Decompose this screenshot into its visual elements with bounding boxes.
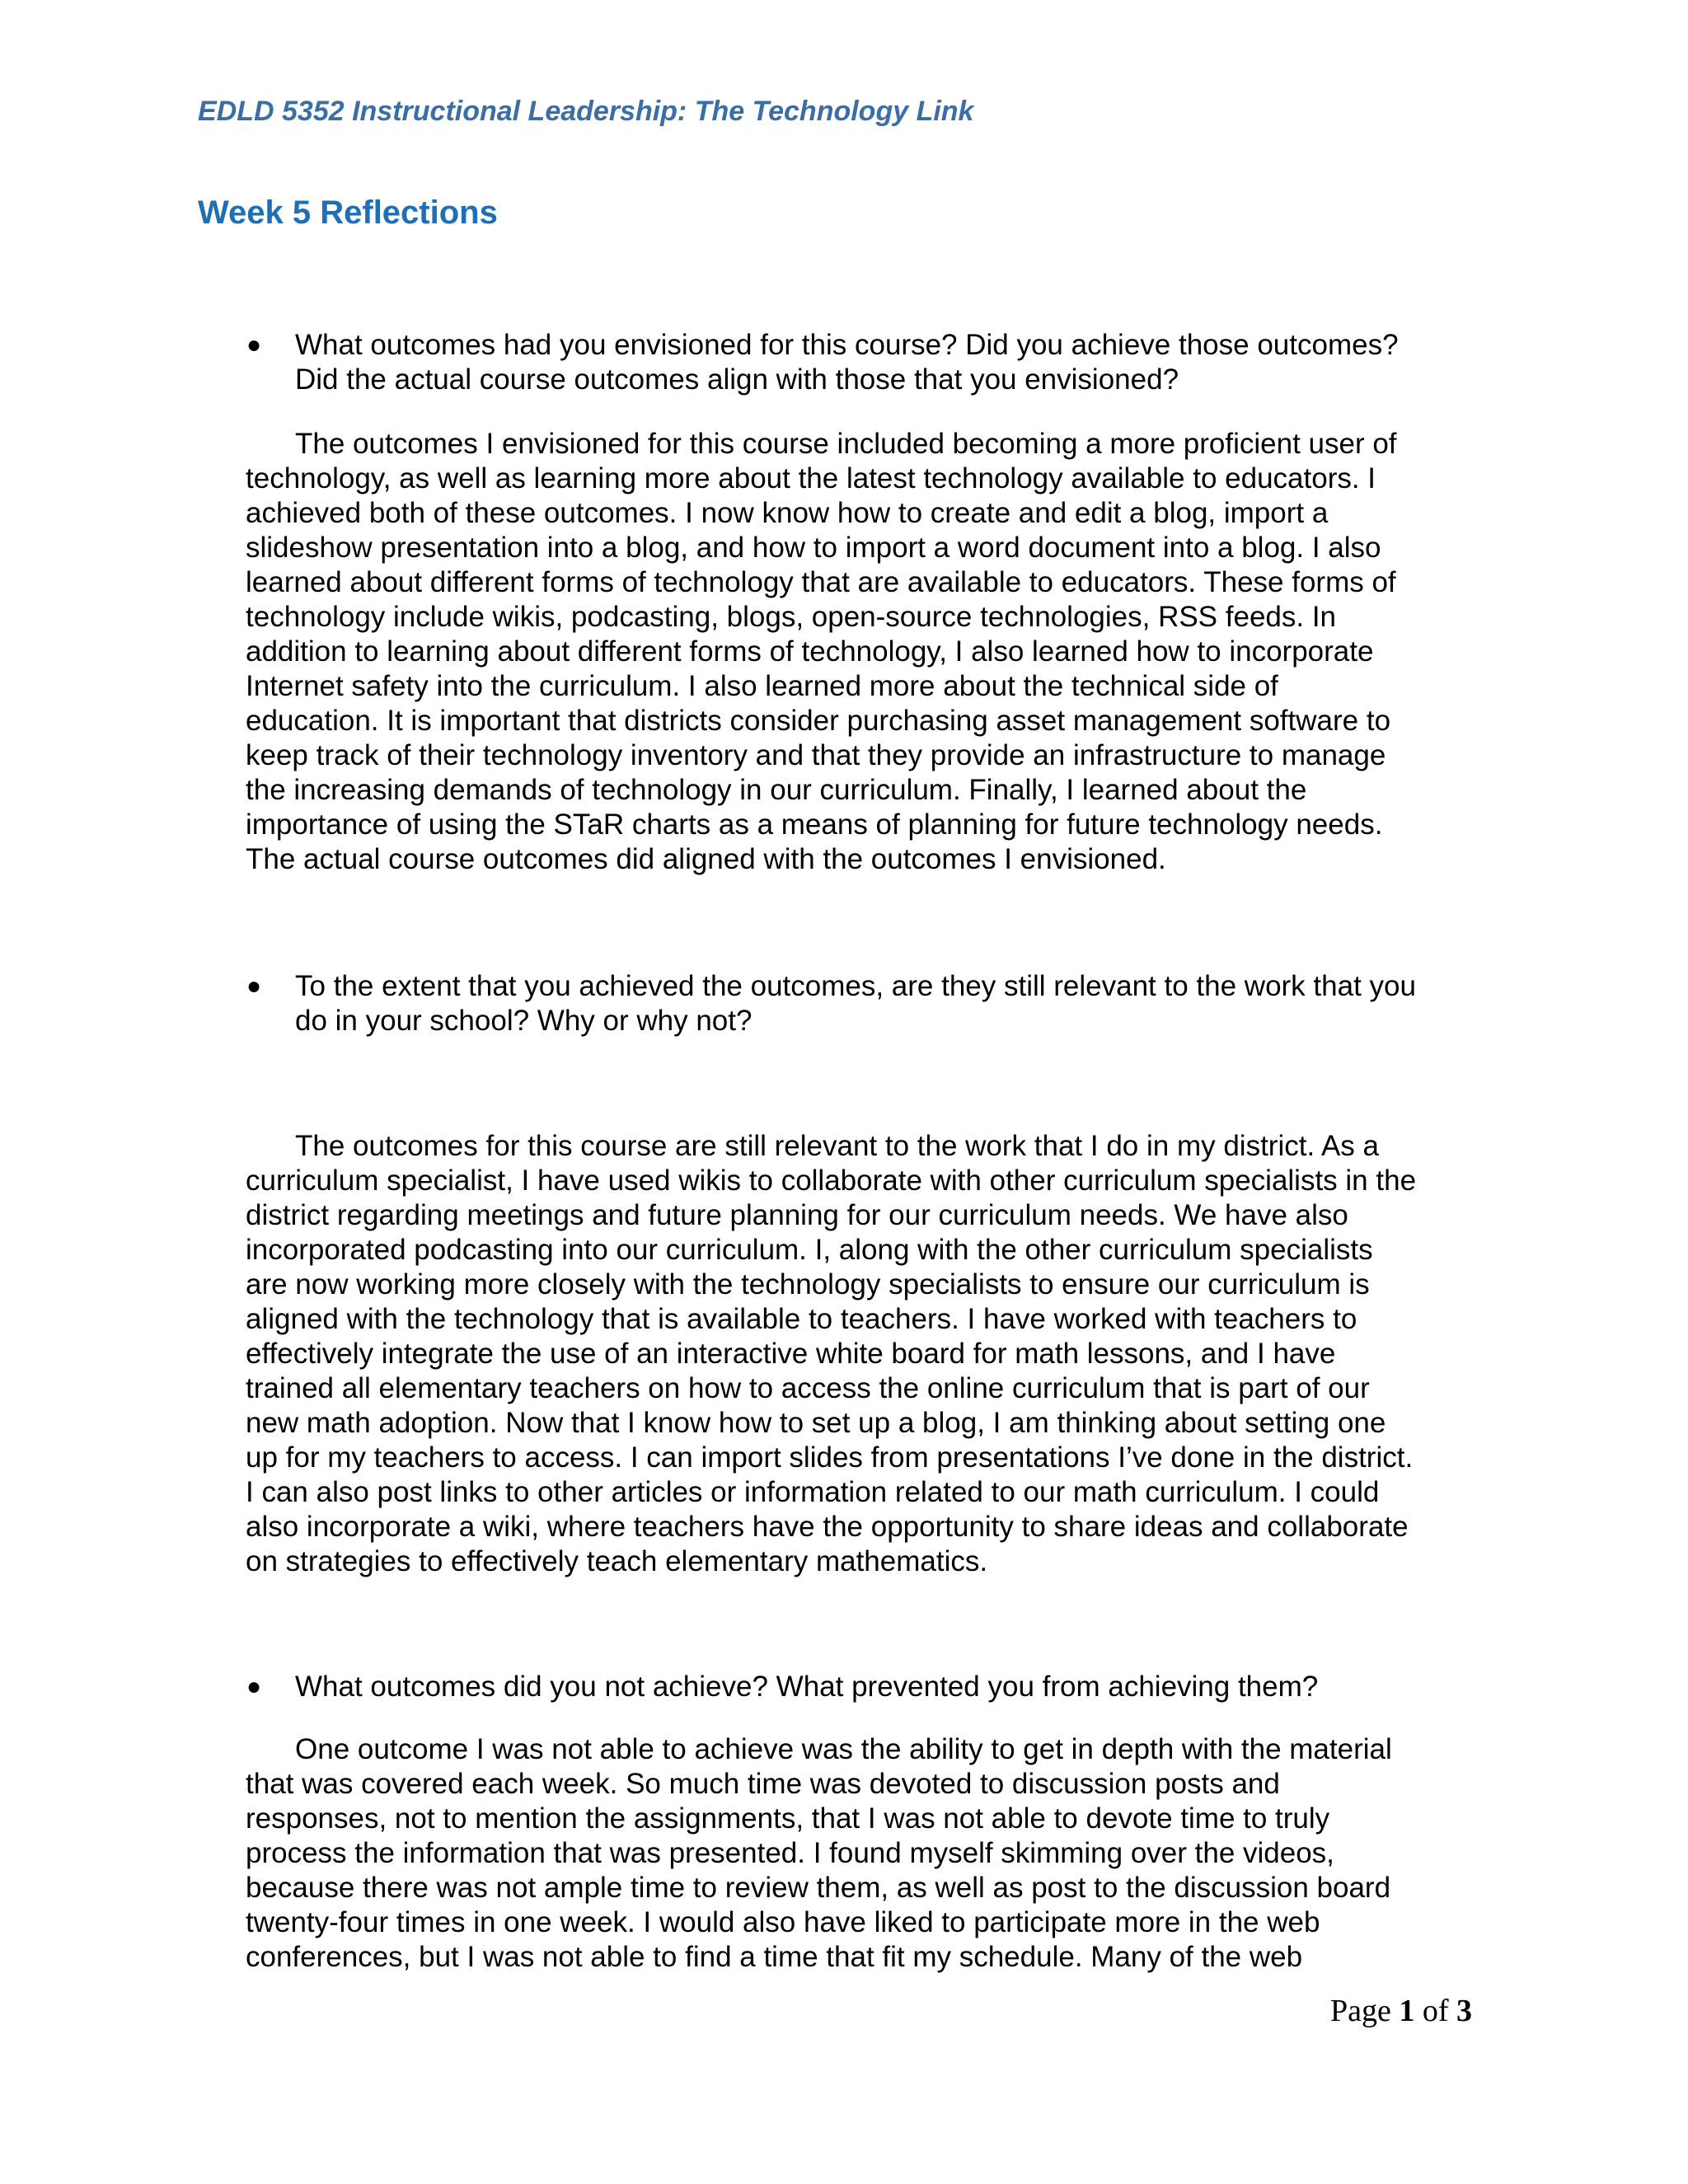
- of-word: of: [1414, 1994, 1457, 2028]
- answer-line: technology include wikis, podcasting, blogs, open-source technologies, RSS feeds. In: [246, 601, 1337, 633]
- bullet-icon: ●: [246, 331, 262, 359]
- page-title: Week 5 Reflections: [198, 194, 498, 231]
- answer-line: The outcomes I envisioned for this course included becoming a more proficient user of: [295, 428, 1397, 460]
- answer-line: also incorporate a wiki, where teachers have the opportunity to share ideas and collaborate: [246, 1511, 1409, 1543]
- answer-3: [246, 1732, 1490, 1975]
- answer-line: effectively integrate the use of an interactive white board for math lessons, and I have: [246, 1338, 1336, 1370]
- answer-line: slideshow presentation into a blog, and how to import a word document into a blog. I also: [246, 532, 1381, 564]
- question-line: do in your school? Why or why not?: [295, 1005, 753, 1037]
- page-number-footer: [1330, 1993, 1472, 2029]
- answer-line: I can also post links to other articles or information related to our math curriculum. I could: [246, 1476, 1380, 1508]
- question-line: What outcomes had you envisioned for this course? Did you achieve those outcomes?: [295, 329, 1399, 361]
- answer-line: The actual course outcomes did aligned with the outcomes I envisioned.: [246, 843, 1166, 875]
- answer-line: the increasing demands of technology in our curriculum. Finally, I learned about the: [246, 774, 1307, 806]
- answer-line: Internet safety into the curriculum. I also learned more about the technical side of: [246, 670, 1278, 702]
- answer-line: keep track of their technology inventory and that they provide an infrastructure to manage: [246, 739, 1386, 771]
- question-line: To the extent that you achieved the outcomes, are they still relevant to the work that you: [295, 970, 1416, 1002]
- total-pages-number: 3: [1456, 1994, 1473, 2028]
- answer-line: twenty-four times in one week. I would also have liked to participate more in the web: [246, 1906, 1320, 1938]
- question-line: What outcomes did you not achieve? What prevented you from achieving them?: [295, 1671, 1319, 1703]
- answer-line: importance of using the STaR charts as a means of planning for future technology needs.: [246, 808, 1383, 841]
- answer-line: achieved both of these outcomes. I now know how to create and edit a blog, import a: [246, 497, 1329, 529]
- question-3: [246, 1670, 1482, 1704]
- answer-line: process the information that was presented. I found myself skimming over the videos,: [246, 1837, 1334, 1869]
- page-word: Page: [1330, 1994, 1400, 2028]
- question-1: [246, 328, 1482, 397]
- answer-line: One outcome I was not able to achieve was the ability to get in depth with the material: [295, 1733, 1392, 1765]
- answer-line: addition to learning about different forms of technology, I also learned how to incorporate: [246, 635, 1374, 668]
- answer-line: are now working more closely with the technology specialists to ensure our curriculum is: [246, 1268, 1370, 1301]
- answer-line: incorporated podcasting into our curriculum. I, along with the other curriculum specialists: [246, 1234, 1373, 1266]
- answer-line: curriculum specialist, I have used wikis to collaborate with other curriculum specialists in the: [246, 1165, 1417, 1197]
- answer-line: responses, not to mention the assignments, that I was not able to devote time to truly: [246, 1802, 1330, 1835]
- answer-line: that was covered each week. So much time was devoted to discussion posts and: [246, 1768, 1280, 1800]
- answer-line: learned about different forms of technology that are available to educators. These forms of: [246, 566, 1396, 598]
- current-page-number: 1: [1399, 1994, 1415, 2028]
- bullet-icon: ●: [246, 1673, 262, 1700]
- answer-line: because there was not ample time to review them, as well as post to the discussion board: [246, 1872, 1391, 1904]
- answer-2: [246, 1129, 1490, 1579]
- answer-line: conferences, but I was not able to find a time that fit my schedule. Many of the web: [246, 1941, 1303, 1973]
- answer-line: district regarding meetings and future planning for our curriculum needs. We have also: [246, 1199, 1348, 1231]
- answer-line: up for my teachers to access. I can import slides from presentations I’ve done in the district.: [246, 1441, 1414, 1474]
- answer-1: [246, 427, 1490, 877]
- answer-line: on strategies to effectively teach elementary mathematics.: [246, 1545, 988, 1577]
- bullet-icon: ●: [246, 972, 262, 1000]
- answer-line: The outcomes for this course are still relevant to the work that I do in my district. As a: [295, 1130, 1379, 1162]
- answer-line: technology, as well as learning more about the latest technology available to educators. I: [246, 462, 1376, 494]
- course-header: EDLD 5352 Instructional Leadership: The Technology Link: [198, 96, 974, 127]
- answer-line: aligned with the technology that is available to teachers. I have worked with teachers to: [246, 1303, 1357, 1335]
- question-line: Did the actual course outcomes align with those that you envisioned?: [295, 363, 1179, 396]
- answer-line: trained all elementary teachers on how to access the online curriculum that is part of our: [246, 1372, 1370, 1404]
- question-2: [246, 969, 1482, 1038]
- answer-line: education. It is important that districts consider purchasing asset management software to: [246, 705, 1391, 737]
- answer-line: new math adoption. Now that I know how to set up a blog, I am thinking about setting one: [246, 1407, 1386, 1439]
